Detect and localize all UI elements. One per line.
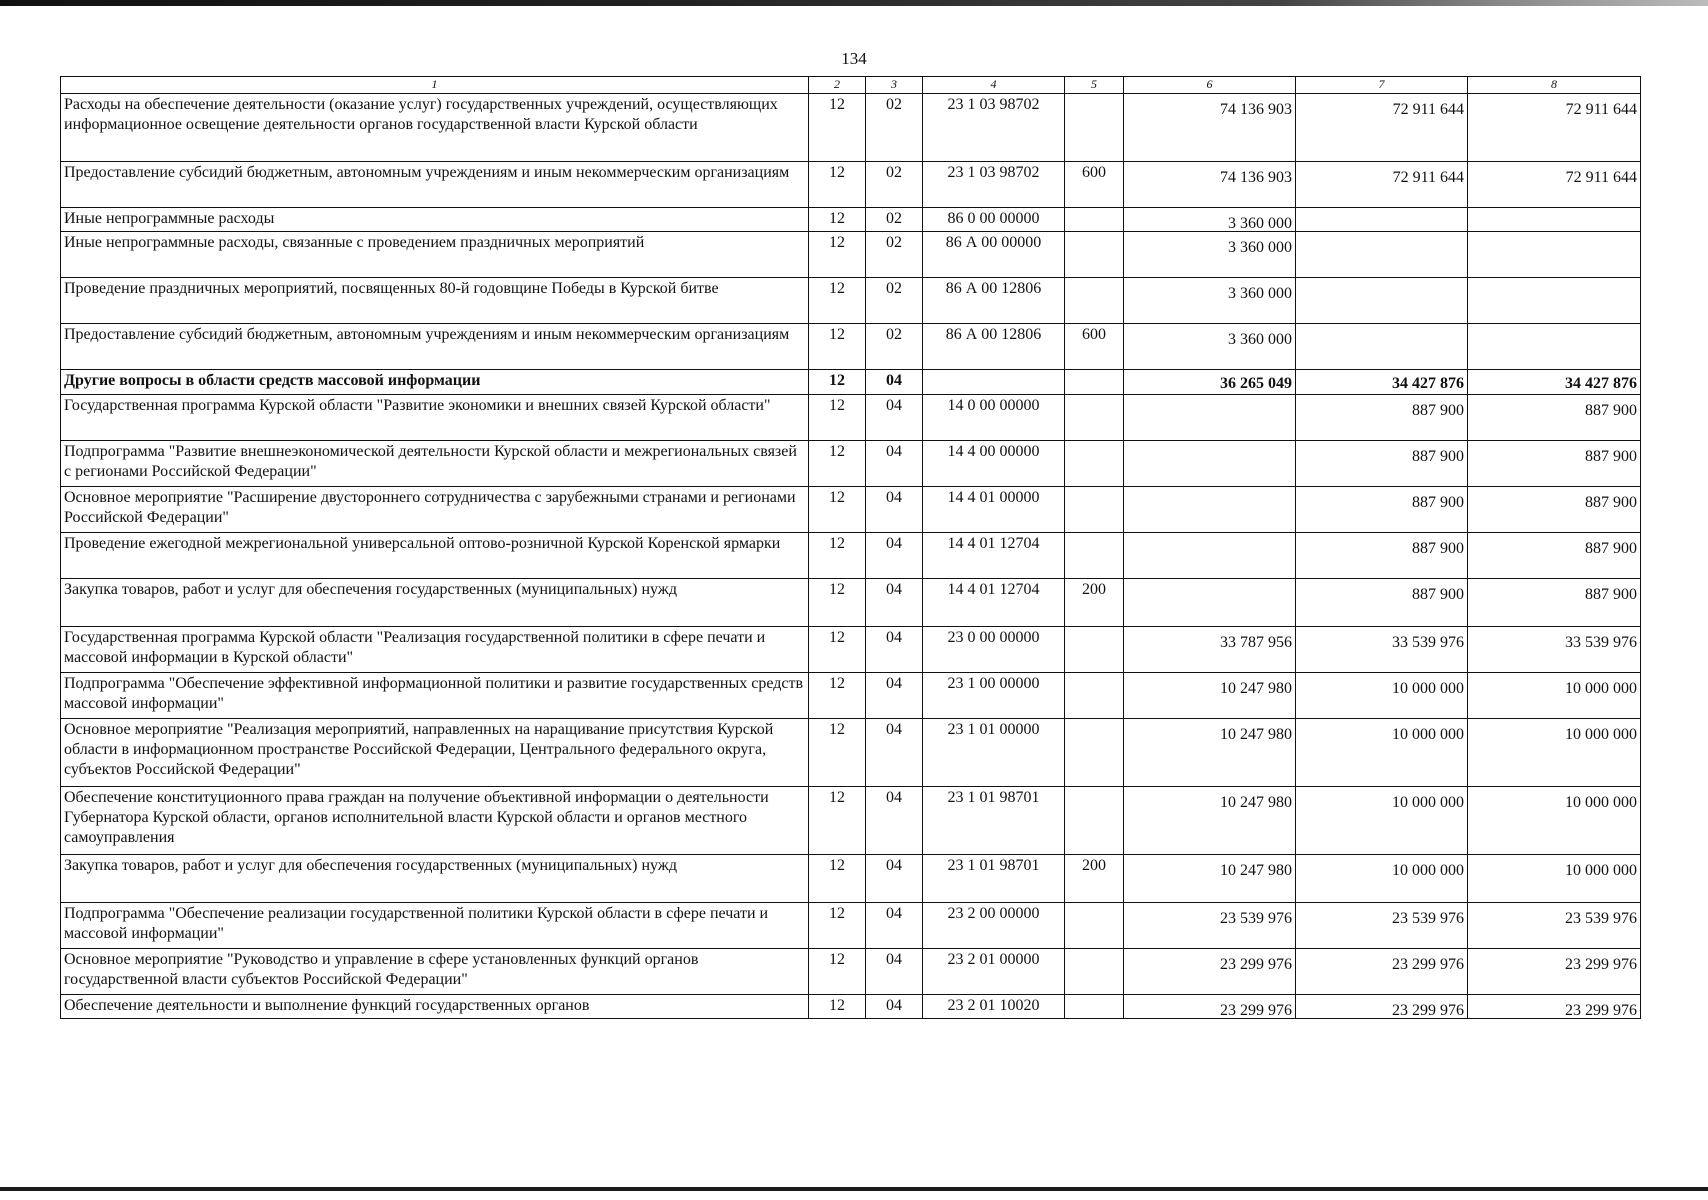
table-row <box>61 626 1641 672</box>
expense-type-cell <box>1065 718 1124 786</box>
amount-col7-cell <box>1296 208 1468 232</box>
amount-col8-cell: 887 900 <box>1468 532 1641 578</box>
expense-type-cell <box>1065 994 1124 1018</box>
section-code-cell: 12 <box>809 718 866 786</box>
section-code-cell: 12 <box>809 324 866 370</box>
amount-col8-cell: 34 427 876 <box>1468 370 1641 394</box>
amount-col7-cell: 34 427 876 <box>1296 370 1468 394</box>
row-name-cell: Государственная программа Курской области "Развитие экономики и внешних связей Курской области" <box>61 394 809 440</box>
amount-col7-cell: 887 900 <box>1296 532 1468 578</box>
subsection-code-cell: 04 <box>866 948 923 994</box>
amount-col7-cell: 72 911 644 <box>1296 94 1468 162</box>
row-name-cell: Расходы на обеспечение деятельности (оказание услуг) государственных учреждений, осуществляющих информационное освещение деятельности органов государственной власти Курской области <box>61 94 809 162</box>
amount-col7-cell: 10 000 000 <box>1296 672 1468 718</box>
expense-type-cell <box>1065 278 1124 324</box>
budget-table <box>60 76 1641 1019</box>
subsection-code-cell: 02 <box>866 162 923 208</box>
amount-col6-cell: 74 136 903 <box>1124 94 1296 162</box>
header-cell: 2 <box>809 77 866 94</box>
section-code-cell: 12 <box>809 578 866 626</box>
section-code-cell: 12 <box>809 994 866 1018</box>
subsection-code-cell: 04 <box>866 994 923 1018</box>
amount-col8-cell: 72 911 644 <box>1468 94 1641 162</box>
amount-col7-cell: 72 911 644 <box>1296 162 1468 208</box>
subsection-code-cell: 04 <box>866 626 923 672</box>
amount-col7-cell: 887 900 <box>1296 486 1468 532</box>
section-code-cell: 12 <box>809 208 866 232</box>
expense-type-cell: 600 <box>1065 324 1124 370</box>
target-article-cell: 23 1 03 98702 <box>923 94 1065 162</box>
expense-type-cell <box>1065 208 1124 232</box>
table-row <box>61 232 1641 278</box>
table-row <box>61 672 1641 718</box>
amount-col7-cell <box>1296 324 1468 370</box>
section-code-cell: 12 <box>809 948 866 994</box>
amount-col7-cell: 887 900 <box>1296 394 1468 440</box>
scan-edge-top <box>0 0 1708 6</box>
section-code-cell: 12 <box>809 902 866 948</box>
section-code-cell: 12 <box>809 370 866 394</box>
amount-col7-cell: 23 299 976 <box>1296 948 1468 994</box>
table-row <box>61 486 1641 532</box>
table-row <box>61 994 1641 1018</box>
target-article-cell: 14 0 00 00000 <box>923 394 1065 440</box>
target-article-cell: 23 1 03 98702 <box>923 162 1065 208</box>
amount-col7-cell: 887 900 <box>1296 440 1468 486</box>
section-code-cell: 12 <box>809 786 866 854</box>
amount-col6-cell <box>1124 532 1296 578</box>
amount-col8-cell: 887 900 <box>1468 578 1641 626</box>
amount-col8-cell <box>1468 208 1641 232</box>
table-row <box>61 278 1641 324</box>
row-name-cell: Закупка товаров, работ и услуг для обеспечения государственных (муниципальных) нужд <box>61 854 809 902</box>
target-article-cell: 23 2 00 00000 <box>923 902 1065 948</box>
amount-col8-cell: 10 000 000 <box>1468 786 1641 854</box>
section-code-cell: 12 <box>809 672 866 718</box>
target-article-cell: 86 А 00 00000 <box>923 232 1065 278</box>
expense-type-cell <box>1065 626 1124 672</box>
row-name-cell: Основное мероприятие "Руководство и управление в сфере установленных функций органов государственной власти субъектов Российской Федерации" <box>61 948 809 994</box>
section-code-cell: 12 <box>809 854 866 902</box>
target-article-cell: 86 А 00 12806 <box>923 278 1065 324</box>
amount-col6-cell <box>1124 578 1296 626</box>
amount-col8-cell <box>1468 324 1641 370</box>
subsection-code-cell: 04 <box>866 370 923 394</box>
subsection-code-cell: 04 <box>866 440 923 486</box>
row-name-cell: Проведение ежегодной межрегиональной универсальной оптово-розничной Курской Коренской ярмарки <box>61 532 809 578</box>
header-cell: 5 <box>1065 77 1124 94</box>
subsection-code-cell: 02 <box>866 94 923 162</box>
row-name-cell: Обеспечение конституционного права граждан на получение объективной информации о деятельности Губернатора Курской области, органов исполнительной власти Курской области и органов местного самоуправления <box>61 786 809 854</box>
table-row <box>61 948 1641 994</box>
row-name-cell: Закупка товаров, работ и услуг для обеспечения государственных (муниципальных) нужд <box>61 578 809 626</box>
amount-col6-cell: 3 360 000 <box>1124 324 1296 370</box>
section-code-cell: 12 <box>809 278 866 324</box>
amount-col7-cell: 887 900 <box>1296 578 1468 626</box>
header-cell: 3 <box>866 77 923 94</box>
target-article-cell: 23 1 00 00000 <box>923 672 1065 718</box>
amount-col8-cell: 23 299 976 <box>1468 994 1641 1018</box>
amount-col6-cell: 10 247 980 <box>1124 718 1296 786</box>
amount-col6-cell: 36 265 049 <box>1124 370 1296 394</box>
amount-col7-cell: 33 539 976 <box>1296 626 1468 672</box>
section-code-cell: 12 <box>809 394 866 440</box>
row-name-cell: Обеспечение деятельности и выполнение функций государственных органов <box>61 994 809 1018</box>
header-cell: 6 <box>1124 77 1296 94</box>
expense-type-cell: 600 <box>1065 162 1124 208</box>
target-article-cell: 86 А 00 12806 <box>923 324 1065 370</box>
table-row <box>61 718 1641 786</box>
page-number: 134 <box>841 49 867 68</box>
target-article-cell: 23 1 01 98701 <box>923 854 1065 902</box>
expense-type-cell: 200 <box>1065 578 1124 626</box>
amount-col8-cell: 10 000 000 <box>1468 718 1641 786</box>
expense-type-cell <box>1065 232 1124 278</box>
section-code-cell: 12 <box>809 440 866 486</box>
target-article-cell <box>923 370 1065 394</box>
amount-col8-cell <box>1468 232 1641 278</box>
header-cell: 7 <box>1296 77 1468 94</box>
subsection-code-cell: 04 <box>866 532 923 578</box>
section-code-cell: 12 <box>809 232 866 278</box>
table-row <box>61 440 1641 486</box>
header-cell: 8 <box>1468 77 1641 94</box>
row-name-cell: Государственная программа Курской области "Реализация государственной политики в сфере печати и массовой информации в Курской области" <box>61 626 809 672</box>
table-row <box>61 162 1641 208</box>
row-name-cell: Иные непрограммные расходы <box>61 208 809 232</box>
table-row <box>61 532 1641 578</box>
amount-col8-cell: 23 299 976 <box>1468 948 1641 994</box>
amount-col8-cell: 23 539 976 <box>1468 902 1641 948</box>
section-code-cell: 12 <box>809 486 866 532</box>
expense-type-cell <box>1065 370 1124 394</box>
expense-type-cell <box>1065 440 1124 486</box>
scan-edge-bottom <box>0 1187 1708 1191</box>
row-name-cell: Подпрограмма "Обеспечение реализации государственной политики Курской области в сфере печати и массовой информации" <box>61 902 809 948</box>
expense-type-cell <box>1065 486 1124 532</box>
expense-type-cell <box>1065 394 1124 440</box>
row-name-cell: Основное мероприятие "Расширение двустороннего сотрудничества с зарубежными странами и регионами Российской Федерации" <box>61 486 809 532</box>
expense-type-cell: 200 <box>1065 854 1124 902</box>
expense-type-cell <box>1065 94 1124 162</box>
table-row <box>61 94 1641 162</box>
target-article-cell: 23 2 01 10020 <box>923 994 1065 1018</box>
amount-col7-cell: 23 539 976 <box>1296 902 1468 948</box>
amount-col8-cell: 887 900 <box>1468 486 1641 532</box>
subsection-code-cell: 04 <box>866 902 923 948</box>
amount-col8-cell: 72 911 644 <box>1468 162 1641 208</box>
amount-col6-cell: 23 299 976 <box>1124 994 1296 1018</box>
amount-col7-cell: 10 000 000 <box>1296 854 1468 902</box>
target-article-cell: 23 1 01 98701 <box>923 786 1065 854</box>
row-name-cell: Другие вопросы в области средств массовой информации <box>61 370 809 394</box>
amount-col6-cell: 23 299 976 <box>1124 948 1296 994</box>
subsection-code-cell: 04 <box>866 718 923 786</box>
table-body <box>61 94 1641 1019</box>
row-name-cell: Предоставление субсидий бюджетным, автономным учреждениям и иным некоммерческим организациям <box>61 162 809 208</box>
subsection-code-cell: 02 <box>866 278 923 324</box>
header-cell: 1 <box>61 77 809 94</box>
subsection-code-cell: 04 <box>866 854 923 902</box>
section-code-cell: 12 <box>809 532 866 578</box>
expense-type-cell <box>1065 672 1124 718</box>
amount-col8-cell: 10 000 000 <box>1468 854 1641 902</box>
subsection-code-cell: 02 <box>866 324 923 370</box>
table-row <box>61 786 1641 854</box>
header-row <box>61 77 1641 94</box>
amount-col8-cell: 10 000 000 <box>1468 672 1641 718</box>
target-article-cell: 23 1 01 00000 <box>923 718 1065 786</box>
amount-col6-cell: 3 360 000 <box>1124 278 1296 324</box>
section-code-cell: 12 <box>809 162 866 208</box>
row-name-cell: Подпрограмма "Развитие внешнеэкономической деятельности Курской области и межрегиональных связей с регионами Российской Федерации" <box>61 440 809 486</box>
amount-col7-cell <box>1296 232 1468 278</box>
amount-col8-cell: 887 900 <box>1468 394 1641 440</box>
subsection-code-cell: 04 <box>866 672 923 718</box>
amount-col6-cell <box>1124 440 1296 486</box>
amount-col7-cell <box>1296 278 1468 324</box>
amount-col6-cell: 3 360 000 <box>1124 232 1296 278</box>
header-cell: 4 <box>923 77 1065 94</box>
amount-col6-cell: 33 787 956 <box>1124 626 1296 672</box>
table-row <box>61 208 1641 232</box>
section-code-cell: 12 <box>809 626 866 672</box>
amount-col6-cell: 10 247 980 <box>1124 786 1296 854</box>
amount-col7-cell: 10 000 000 <box>1296 786 1468 854</box>
target-article-cell: 14 4 01 12704 <box>923 532 1065 578</box>
amount-col6-cell: 3 360 000 <box>1124 208 1296 232</box>
amount-col7-cell: 23 299 976 <box>1296 994 1468 1018</box>
expense-type-cell <box>1065 786 1124 854</box>
amount-col8-cell: 33 539 976 <box>1468 626 1641 672</box>
expense-type-cell <box>1065 902 1124 948</box>
amount-col6-cell: 10 247 980 <box>1124 672 1296 718</box>
table-row <box>61 394 1641 440</box>
target-article-cell: 14 4 01 00000 <box>923 486 1065 532</box>
table-row <box>61 324 1641 370</box>
row-name-cell: Подпрограмма "Обеспечение эффективной информационной политики и развитие государственных средств массовой информации" <box>61 672 809 718</box>
table-row <box>61 902 1641 948</box>
section-code-cell: 12 <box>809 94 866 162</box>
target-article-cell: 14 4 00 00000 <box>923 440 1065 486</box>
subsection-code-cell: 04 <box>866 578 923 626</box>
row-name-cell: Проведение праздничных мероприятий, посвященных 80-й годовщине Победы в Курской битве <box>61 278 809 324</box>
amount-col6-cell: 10 247 980 <box>1124 854 1296 902</box>
table-row <box>61 370 1641 394</box>
table-row <box>61 578 1641 626</box>
subsection-code-cell: 02 <box>866 232 923 278</box>
target-article-cell: 14 4 01 12704 <box>923 578 1065 626</box>
row-name-cell: Иные непрограммные расходы, связанные с проведением праздничных мероприятий <box>61 232 809 278</box>
table-row <box>61 854 1641 902</box>
amount-col6-cell <box>1124 486 1296 532</box>
amount-col8-cell <box>1468 278 1641 324</box>
subsection-code-cell: 04 <box>866 486 923 532</box>
target-article-cell: 23 0 00 00000 <box>923 626 1065 672</box>
row-name-cell: Основное мероприятие "Реализация мероприятий, направленных на наращивание присутствия Курской области в информационном пространстве Российской Федерации, Центрального федерального округа, субъектов Российской Федерации" <box>61 718 809 786</box>
subsection-code-cell: 04 <box>866 394 923 440</box>
expense-type-cell <box>1065 948 1124 994</box>
amount-col6-cell: 23 539 976 <box>1124 902 1296 948</box>
subsection-code-cell: 04 <box>866 786 923 854</box>
amount-col6-cell <box>1124 394 1296 440</box>
subsection-code-cell: 02 <box>866 208 923 232</box>
expense-type-cell <box>1065 532 1124 578</box>
amount-col6-cell: 74 136 903 <box>1124 162 1296 208</box>
amount-col7-cell: 10 000 000 <box>1296 718 1468 786</box>
target-article-cell: 23 2 01 00000 <box>923 948 1065 994</box>
target-article-cell: 86 0 00 00000 <box>923 208 1065 232</box>
amount-col8-cell: 887 900 <box>1468 440 1641 486</box>
row-name-cell: Предоставление субсидий бюджетным, автономным учреждениям и иным некоммерческим организациям <box>61 324 809 370</box>
